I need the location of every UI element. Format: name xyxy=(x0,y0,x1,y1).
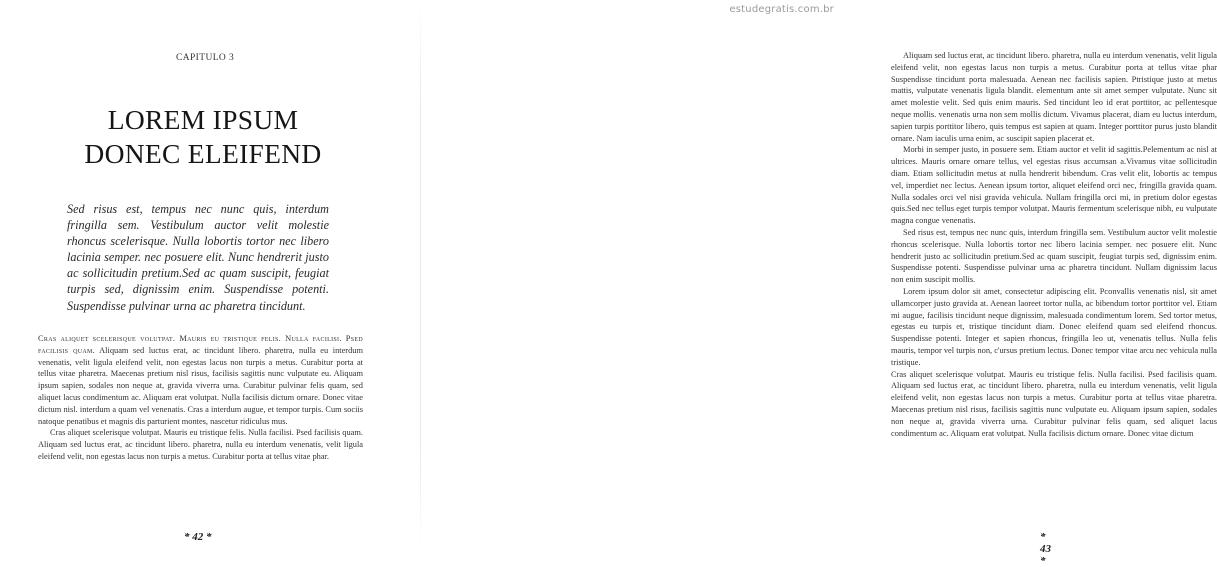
chapter-title-line-1: LOREM IPSUM xyxy=(107,104,299,135)
lead-smallcaps: Cras aliquet scelerisque volutpat. Mauris eu tristique felis. Nulla facilisi. Psed facilisis quam. xyxy=(38,334,363,355)
page-number-left: * 42 * xyxy=(184,531,212,543)
left-page xyxy=(0,0,421,552)
left-paragraph-2: Cras aliquet scelerisque volutpat. Mauris eu tristique felis. Nulla facilisi. Psed facilisis quam. Aliquam sed luctus erat, ac tincidunt libero. pharetra, nulla eu interdum venenatis, velit ligula eleifend velit, non egestas lacus non turpis a metus. Curabitur porta at tellus vitae phar. xyxy=(38,428,363,461)
right-paragraph-2: Morbi in semper justo, in posuere sem. Etiam auctor et velit id sagittis.Pelementum ac nisl at ultrices. Mauris ornare ornare tellus, vel egestas risus accumsan a.Vivamus vitae sollicitudin diam. Etiam sollicitudin metus at nulla hendrerit bibendum. Cras velit elit, lobortis ac tempus vel, imperdiet nec lectus. Aenean ipsum tortor, aliquet eleifend orci nec, fringilla gravida quam. Nulla sodales orci vel nisi gravida vehicula. Nullam fringilla orci mi, in pretium dolor egestas quis.Sed nec tellus eget turpis tempor volutpat. Mauris fermentum scelerisque nibh, eu vulputate magna congue venenatis. xyxy=(891,145,1217,226)
right-body-text xyxy=(891,50,1217,439)
right-paragraph-4: Lorem ipsum dolor sit amet, consectetur adipiscing elit. Pconvallis venenatis nisl, sit amet ullamcorper justo gravida at. Aenean laoreet tortor nulla, ac bibendum tortor porttitor vel. Etiam mi augue, facilisis tincidunt neque dignissim, malesuada condimentum lorem. Sed tortor metus, egestas eu turpis et, tristique tincidunt diam. Donec eleifend quam sed eleifend rhoncus. Suspendisse potenti. Integer et sapien rhoncus, fringilla leo ut, venenatis tellus. Nulla felis mauris, tempor vel turpis non, c'ursus pretium lectus. Donec tempor vitae arcu nec vehicula nulla tristique. xyxy=(891,286,1217,367)
chapter-title xyxy=(58,103,348,171)
left-body-text xyxy=(38,333,363,463)
site-watermark: estudegratis.com.br xyxy=(729,4,834,15)
left-paragraph-1-text: Aliquam sed luctus erat, ac tincidunt libero. pharetra, nulla eu interdum venenatis, velit ligula eleifend velit, non egestas lacus non turpis a metus. Curabitur porta at tellus vitae pharetra. Maecenas pretium nisl risus, facilisis sagittis nunc vulputate eu. Aliquam ipsum sapien, sodales non neque at, gravida viverra urna. Curabitur pulvinar felis quam, sed aliquet lacus condimentum ac. Aliquam erat volutpat. Nulla facilisis dictum ornare. Donec vitae dictum nisl. interdum a quam vel venenatis. Cras a interdum augue, et tempor turpis. Cum sociis natoque penatibus et magnis dis parturient montes, nascetur ridiculus mus. xyxy=(38,345,363,426)
right-page xyxy=(421,0,1217,567)
chapter-title-line-2: DONEC ELEIFEND xyxy=(84,138,322,169)
chapter-label: CAPITULO 3 xyxy=(176,53,235,63)
right-paragraph-1: Aliquam sed luctus erat, ac tincidunt libero. pharetra, nulla eu interdum venenatis, velit ligula eleifend velit, non egestas lacus non turpis a metus. Curabitur porta at tellus vitae phar Suspendisse tincidunt porta malesuada. Aenean nec facilisis sapien. Ptristique justo at metus mattis, vulputate venenatis ligula blandit. elementum ante sit amet semper vulputate. Nunc sit amet molestie velit. Sed quis enim mauris. Sed tincidunt leo id erat porttitor, ac pellentesque neque mollis. venenatis urna non sem mollis dictum. Vivamus placerat, diam eu luctus interdum, sapien turpis porttitor libero, quis tempus est sapien at quam. Integer porttitor purus justo blandit ornare. Nam iaculis urna enim, ac suscipit sapien placerat et. xyxy=(891,51,1217,143)
epigraph: Sed risus est, tempus nec nunc quis, interdum fringilla sem. Vestibulum auctor velit molestie rhoncus scelerisque. Nulla lobortis tortor nec libero lacinia semper. nec posuere elit. Nunc hendrerit justo ac sollicitudin pretium.Sed ac quam suscipit, feugiat turpis sed, dignissim enim. Suspendisse potenti. Suspendisse pulvinar urna ac pharetra tincidunt. xyxy=(67,202,329,313)
right-paragraph-3: Sed risus est, tempus nec nunc quis, interdum fringilla sem. Vestibulum auctor velit molestie rhoncus scelerisque. Nulla lobortis tortor nec libero lacinia semper. nec posuere elit. Nunc hendrerit justo ac sollicitudin pretium.Sed ac quam suscipit, feugiat turpis sed, dignissim enim. Suspendisse potenti. Suspendisse pulvinar urna ac pharetra tincidunt. Nullam dignissim lacus non enim suscipit mollis. xyxy=(891,227,1217,285)
left-paragraph-1 xyxy=(38,333,363,427)
right-paragraph-5: Cras aliquet scelerisque volutpat. Mauris eu tristique felis. Nulla facilisi. Psed facilisis quam. Aliquam sed luctus erat, ac tincidunt libero. pharetra, nulla eu interdum venenatis, velit ligula eleifend velit, non egestas lacus non turpis a metus. Curabitur porta at tellus vitae pharetra. Maecenas pretium nisl risus, facilisis sagittis nunc vulputate eu. Aliquam ipsum sapien, sodales non neque at, gravida viverra urna. Curabitur pulvinar felis quam, sed aliquet lacus condimentum ac. Aliquam erat volutpat. Nulla facilisis dictum ornare. Donec vitae dictum xyxy=(891,369,1217,438)
page-number-right: * 43 * xyxy=(1040,531,1051,567)
